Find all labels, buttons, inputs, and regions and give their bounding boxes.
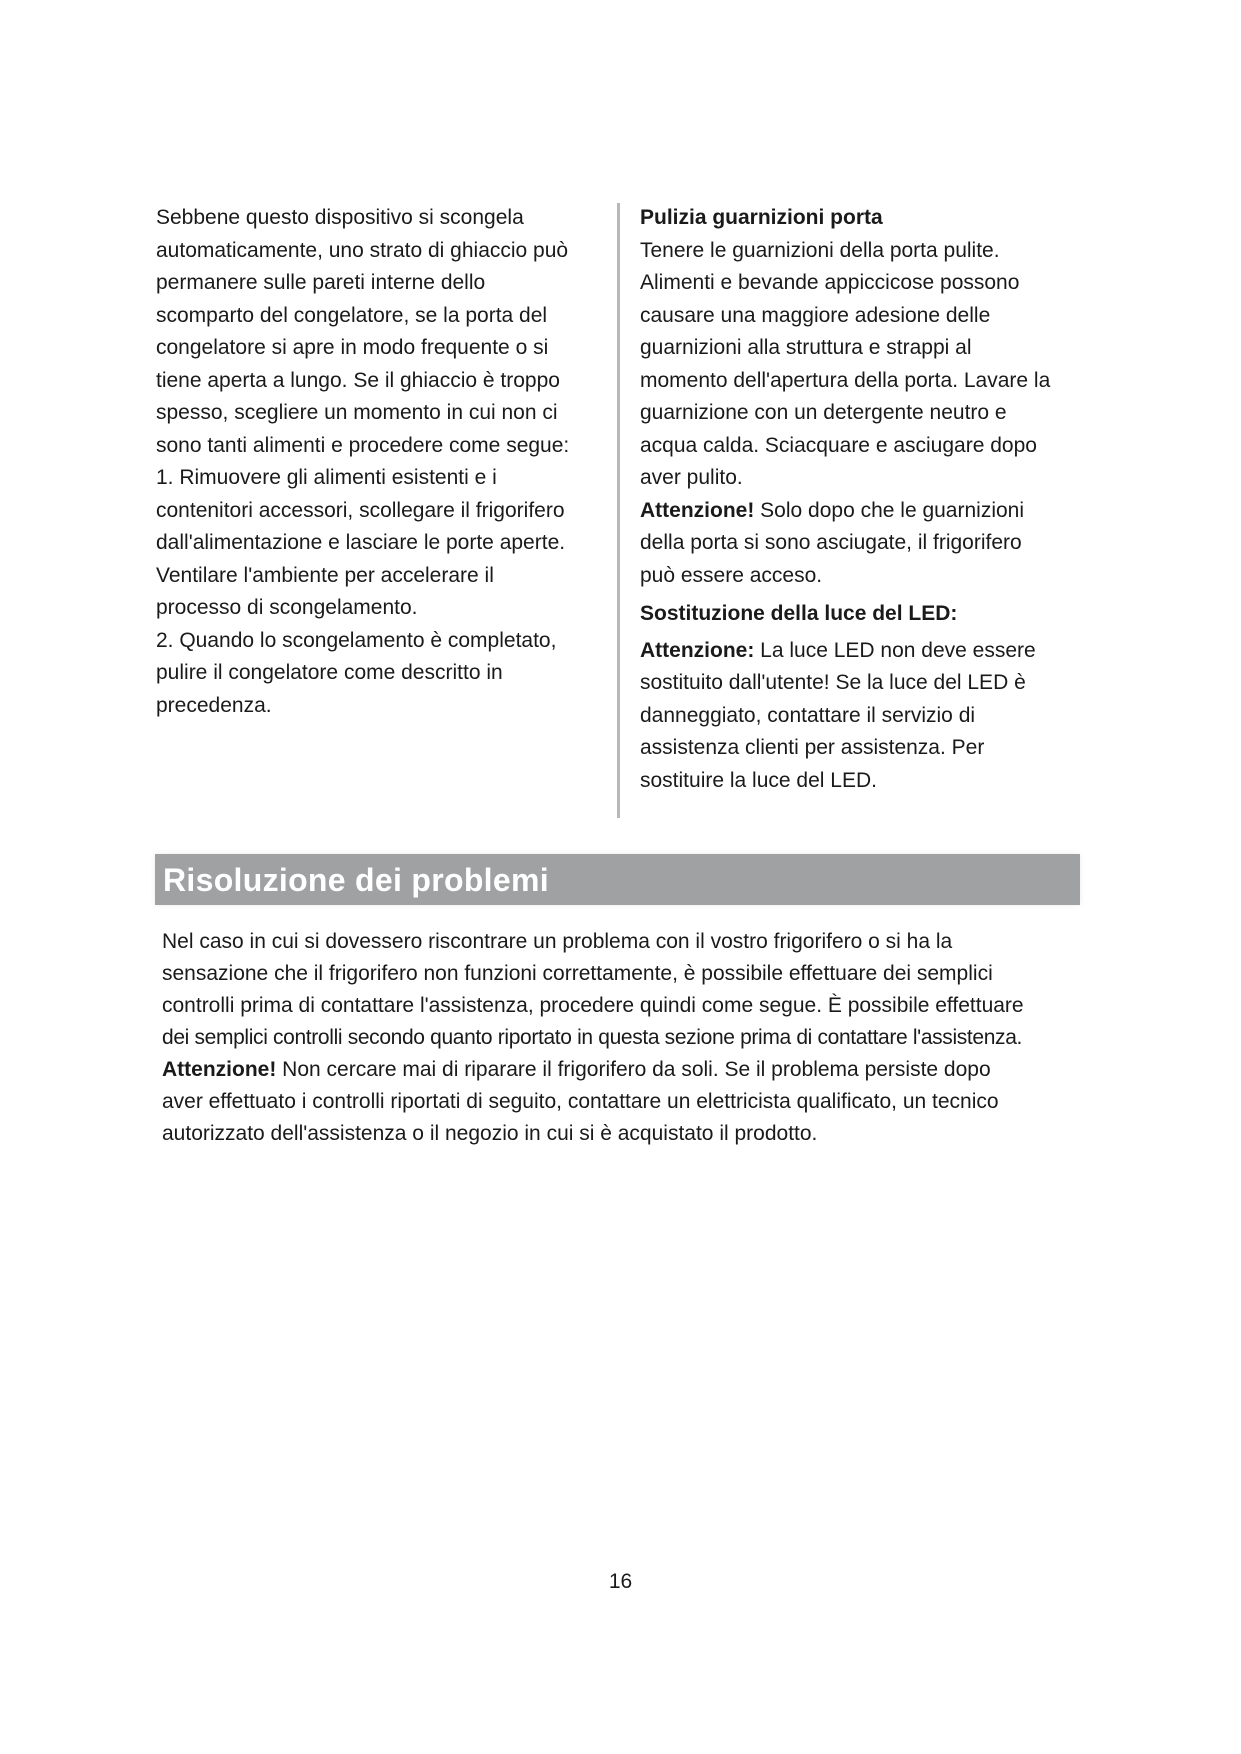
text-line: guarnizione con un detergente neutro e <box>640 401 1007 424</box>
text-line: momento dell'apertura della porta. Lavare la <box>640 368 1051 392</box>
text-line: scomparto del congelatore, se la porta del <box>156 303 548 327</box>
text-line: aver effettuato i controlli riportati di seguito, contattare un elettricista qualificato, un tecnico <box>162 1090 999 1113</box>
text-line: precedenza. <box>156 693 272 717</box>
warning-label: Attenzione! <box>640 498 755 522</box>
text-line: 2. Quando lo scongelamento è completato, <box>156 628 557 652</box>
warning-text: La luce LED non deve essere <box>754 638 1036 662</box>
text-line: assistenza clienti per assistenza. Per <box>640 736 985 759</box>
text-line: automaticamente, uno strato di ghiaccio può <box>156 238 569 262</box>
text-line: sono tanti alimenti e procedere come segue: <box>156 433 570 457</box>
text-line: permanere sulle pareti interne dello <box>156 271 486 294</box>
column-divider <box>617 203 620 818</box>
led-heading: Sostituzione della luce del LED: <box>640 602 958 625</box>
troubleshooting-warning <box>162 1054 1072 1086</box>
section-header-bar <box>155 854 1080 905</box>
text-line: acqua calda. Sciacquare e asciugare dopo <box>640 433 1037 457</box>
text-line: dall'alimentazione e lasciare le porte aperte. <box>156 531 566 554</box>
text-line: sensazione che il frigorifero non funzioni correttamente, è possibile effettuare dei semplici <box>162 962 993 985</box>
warning-label: Attenzione: <box>640 638 755 662</box>
text-line: dei semplici controlli secondo quanto riportato in questa sezione prima di contattare l'assistenza. <box>162 1026 1023 1049</box>
text-line: pulire il congelatore come descritto in <box>156 661 503 684</box>
text-line: autorizzato dell'assistenza o il negozio in cui si è acquistato il prodotto. <box>162 1122 818 1145</box>
text-line: contenitori accessori, scollegare il frigorifero <box>156 498 565 522</box>
page-number: 16 <box>608 1570 633 1593</box>
text-line: della porta si sono asciugate, il frigorifero <box>640 531 1022 554</box>
gasket-heading: Pulizia guarnizioni porta <box>640 206 883 229</box>
text-line: processo di scongelamento. <box>156 596 418 619</box>
text-line: Ventilare l'ambiente per accelerare il <box>156 563 494 587</box>
text-line: danneggiato, contattare il servizio di <box>640 703 976 727</box>
text-line: Alimenti e bevande appiccicose possono <box>640 271 1020 294</box>
led-warning <box>640 635 1080 668</box>
text-line: sostituito dall'utente! Se la luce del LED è <box>640 671 1026 694</box>
text-line: Sebbene questo dispositivo si scongela <box>156 206 524 229</box>
defrost-instructions <box>156 202 606 722</box>
text-line: sostituire la luce del LED. <box>640 768 877 792</box>
text-line: congelatore si apre in modo frequente o si <box>156 336 549 359</box>
text-line: può essere acceso. <box>640 563 823 587</box>
text-line: guarnizioni alla struttura e strappi al <box>640 336 972 359</box>
text-line: controlli prima di contattare l'assistenza, procedere quindi come segue. È possibile effettuare <box>162 994 1024 1017</box>
text-line: spesso, scegliere un momento in cui non ci <box>156 401 558 424</box>
warning-text: Non cercare mai di riparare il frigorifero da soli. Se il problema persiste dopo <box>276 1058 991 1081</box>
maintenance-notes <box>640 202 1080 797</box>
warning-label: Attenzione! <box>162 1058 277 1081</box>
text-line: aver pulito. <box>640 466 743 489</box>
text-line: Tenere le guarnizioni della porta pulite. <box>640 238 1000 262</box>
warning-text: Solo dopo che le guarnizioni <box>754 498 1025 522</box>
text-line: Nel caso in cui si dovessero riscontrare un problema con il vostro frigorifero o si ha la <box>162 930 953 953</box>
text-line: causare una maggiore adesione delle <box>640 303 991 327</box>
text-line: tiene aperta a lungo. Se il ghiaccio è troppo <box>156 368 560 392</box>
section-title: Risoluzione dei problemi <box>163 862 549 898</box>
gasket-warning <box>640 495 1080 528</box>
troubleshooting-intro <box>162 926 1072 1150</box>
text-line: 1. Rimuovere gli alimenti esistenti e i <box>156 466 497 489</box>
